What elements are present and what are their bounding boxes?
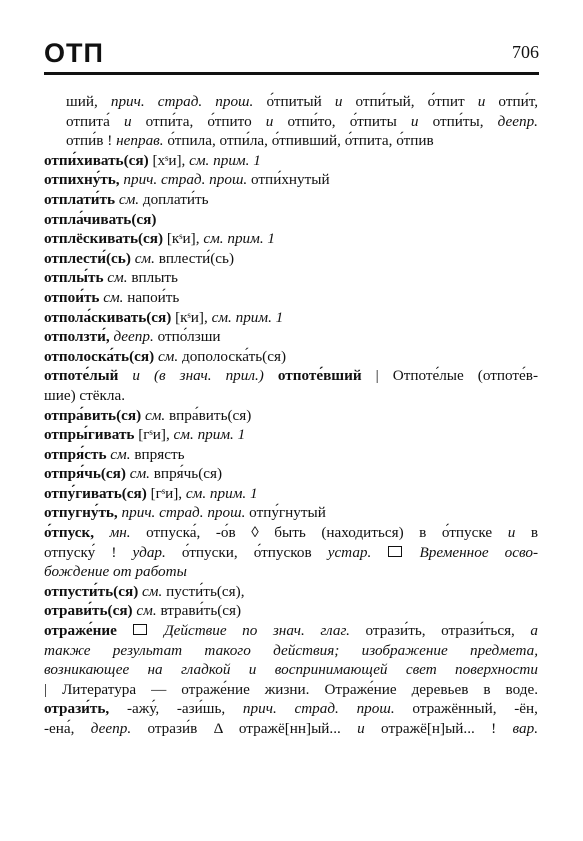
grammar-note: см. прим. 1 [203, 230, 276, 248]
entry-text: вплыть [127, 269, 178, 287]
headword: отпои́ть [44, 288, 100, 306]
entry-text [118, 367, 132, 384]
grammar-note: см. [144, 406, 166, 424]
grammar-note: деепр. [90, 720, 132, 737]
entry-line [44, 719, 538, 739]
entry-line [44, 170, 538, 190]
headword: отпла́чивать(ся) [44, 210, 157, 228]
entry-text: [хˢи], [148, 151, 190, 169]
entry-line [44, 92, 538, 112]
entry-text [264, 367, 278, 384]
grammar-note: деепр. [497, 112, 538, 130]
entry-text: отражё[н]ый... ! [364, 720, 513, 737]
headword: отпря́сть [44, 445, 107, 463]
grammar-note: вар. [512, 720, 539, 737]
entry-line [44, 288, 538, 308]
entry-text: о́тпила, отпи́ла, о́тпивший, о́тпита, о́тпив [163, 132, 434, 150]
grammar-note: см. прим. 1 [185, 484, 258, 502]
entry-line [44, 582, 538, 602]
entry-text: отражённый, -ён, [394, 700, 538, 718]
grammar-note: см. [136, 602, 157, 620]
headword: отполоска́ть(ся) [44, 347, 155, 365]
entry-line [44, 699, 538, 719]
entry-line [44, 503, 538, 523]
entry-text: отпуску́ ! [44, 543, 133, 561]
grammar-note: см. [129, 465, 150, 483]
entry-line [44, 151, 538, 171]
definition-box-icon [133, 624, 147, 635]
grammar-note: см. [157, 347, 179, 365]
entry-text [403, 544, 419, 561]
grammar-note: и [507, 524, 516, 542]
entry-line [44, 112, 538, 132]
grammar-note: прич. страд. прош. [121, 504, 246, 522]
headword: отпу́гивать(ся) [44, 484, 147, 502]
entry-line [44, 268, 538, 288]
entry-line [44, 484, 538, 504]
grammar-note: и [123, 112, 132, 130]
grammar-note: см. прим. 1 [211, 308, 284, 326]
headword: отпусти́ть(ся) [44, 582, 139, 600]
entry-text: втрави́ть(ся) [156, 602, 242, 620]
entry-line [44, 327, 538, 347]
headword: отрази́ть, [44, 700, 110, 718]
entry-text: | Литература — отраже́ние жизни. Отраже́ние деревьев в воде. [44, 680, 538, 698]
grammar-note: прич. страд. прош. [123, 171, 248, 189]
grammar-note: и [410, 112, 419, 130]
grammar-note: см. [118, 190, 140, 208]
entry-line [44, 425, 538, 445]
grammar-note: и [265, 112, 274, 130]
headword: отплести́(сь) [44, 249, 131, 267]
entry-text: о́тпитый [253, 93, 335, 110]
entry-text: доплати́ть [139, 190, 209, 208]
grammar-note: см. [110, 445, 131, 463]
entry-line [44, 660, 538, 680]
headword: отползти́, [44, 328, 110, 346]
entry-text: [кˢи], [163, 230, 204, 248]
headword: отпугну́ть, [44, 504, 118, 522]
header-guide-word: ОТП [44, 38, 104, 68]
page-number: 706 [512, 42, 539, 62]
entry-line [44, 229, 538, 249]
grammar-note: возникающее на гладкой и воспринимающей свет поверхности [44, 661, 538, 679]
grammar-note: удар. [132, 543, 166, 561]
entry-line [44, 366, 538, 386]
entry-text: в [515, 524, 538, 542]
entry-line [44, 523, 538, 543]
entry-line [44, 308, 538, 328]
entry-line [44, 406, 538, 426]
entry-text: отпита́ [66, 112, 124, 130]
grammar-note: см. прим. 1 [173, 426, 246, 444]
headword: отпола́скивать(ся) [44, 308, 172, 326]
entry-text: [гˢи], [146, 484, 186, 502]
entry-text: отпо́лзши [153, 328, 221, 346]
entry-text: -ена́, [44, 720, 91, 737]
grammar-note: и [357, 720, 365, 737]
definition-box-icon [388, 546, 402, 557]
grammar-note: Действие по знач. глаг. [163, 622, 350, 640]
headword: отплы́ть [44, 269, 104, 287]
headword: отпра́вить(ся) [44, 406, 142, 424]
entry-text: отрази́ть, отрази́ться, [349, 622, 531, 640]
entry-text: напои́ть [123, 288, 180, 306]
headword: отраже́ние [44, 622, 117, 640]
entry-text [371, 544, 387, 561]
entry-line [44, 680, 538, 700]
entry-text: вплести́(сь) [154, 249, 235, 267]
entry-text: дополоска́ть(ся) [178, 347, 287, 365]
entry-text: [кˢи], [171, 308, 212, 326]
grammar-note: мн. [109, 524, 131, 542]
headword: отпры́гивать [44, 426, 135, 444]
grammar-note: прич. страд. прош. [242, 700, 395, 718]
entry-text: ший, [66, 93, 111, 110]
grammar-note: устар. [327, 543, 372, 561]
entry-text: отпуска́, -о́в ◊ быть (находиться) в о́тпуске [130, 524, 508, 542]
entry-line [44, 562, 538, 582]
headword: отплёскивать(ся) [44, 230, 164, 248]
grammar-note: и [334, 93, 343, 110]
entry-line [44, 641, 538, 661]
grammar-note: неправ. [116, 132, 164, 150]
entry-line [44, 249, 538, 269]
entry-line [44, 445, 538, 465]
entry-text: отпи́тый, о́тпит [342, 93, 478, 110]
entry-line [44, 464, 538, 484]
entry-line [44, 543, 538, 563]
entry-text: отпи́ты, [418, 112, 498, 130]
entry-line [44, 621, 538, 641]
grammar-note: бождение от работы [44, 563, 187, 581]
grammar-note: см. [107, 269, 128, 287]
entry-text: отпи́та, о́тпито [131, 112, 266, 130]
grammar-note: см. [142, 582, 163, 600]
headword: отпихну́ть, [44, 171, 120, 189]
grammar-note: и [477, 93, 486, 110]
grammar-note: также результат такого действия; изображение предмета, [44, 641, 538, 659]
entry-line [44, 601, 538, 621]
grammar-note: Временное осво- [419, 543, 539, 561]
entry-text [148, 622, 164, 639]
entry-text: отпи́в ! [66, 132, 117, 150]
entry-line [44, 131, 538, 151]
entry-text: отрази́в Δ отражё[нн]ый... [131, 720, 358, 737]
grammar-note: деепр. [113, 328, 154, 346]
entry-text: впрясть [130, 445, 185, 463]
entry-text [94, 524, 110, 541]
entry-line [44, 190, 538, 210]
entry-text: отпи́т, [485, 93, 538, 110]
headword: отпоте́лый [44, 367, 119, 385]
entry-text: -ажу́, -ази́шь, [109, 700, 243, 718]
grammar-note: а [530, 622, 538, 640]
header-rule [44, 72, 539, 75]
headword: о́тпуск, [44, 524, 95, 542]
entry-text: отпи́то, о́тпиты [273, 112, 411, 130]
grammar-note: см. прим. 1 [189, 151, 261, 169]
entry-line [44, 210, 538, 230]
entry-line [44, 386, 538, 406]
headword: отпоте́вший [277, 367, 362, 385]
entry-text: о́тпуски, о́тпусков [165, 543, 328, 561]
grammar-note: и (в знач. прил.) [132, 367, 264, 385]
headword: отрави́ть(ся) [44, 602, 133, 620]
entry-text: отпу́гнутый [245, 504, 326, 522]
entry-text [117, 622, 133, 639]
entry-text: | Отпоте́лые (отпоте́в- [361, 367, 538, 385]
page-header [44, 36, 539, 70]
dictionary-entries [44, 92, 538, 739]
entry-text: [гˢи], [134, 426, 174, 444]
entry-text: впря́чь(ся) [149, 465, 223, 483]
headword: отпи́хивать(ся) [44, 151, 149, 169]
entry-text: отпи́хнутый [247, 171, 330, 189]
grammar-note: см. [134, 249, 155, 267]
headword: отплати́ть [44, 190, 116, 208]
grammar-note: прич. страд. прош. [110, 93, 254, 110]
grammar-note: см. [103, 288, 124, 306]
entry-line [44, 347, 538, 367]
entry-text: пусти́ть(ся), [162, 582, 245, 600]
entry-text: шие) стёкла. [44, 386, 126, 404]
entry-text: впра́вить(ся) [165, 406, 252, 424]
headword: отпря́чь(ся) [44, 465, 126, 483]
